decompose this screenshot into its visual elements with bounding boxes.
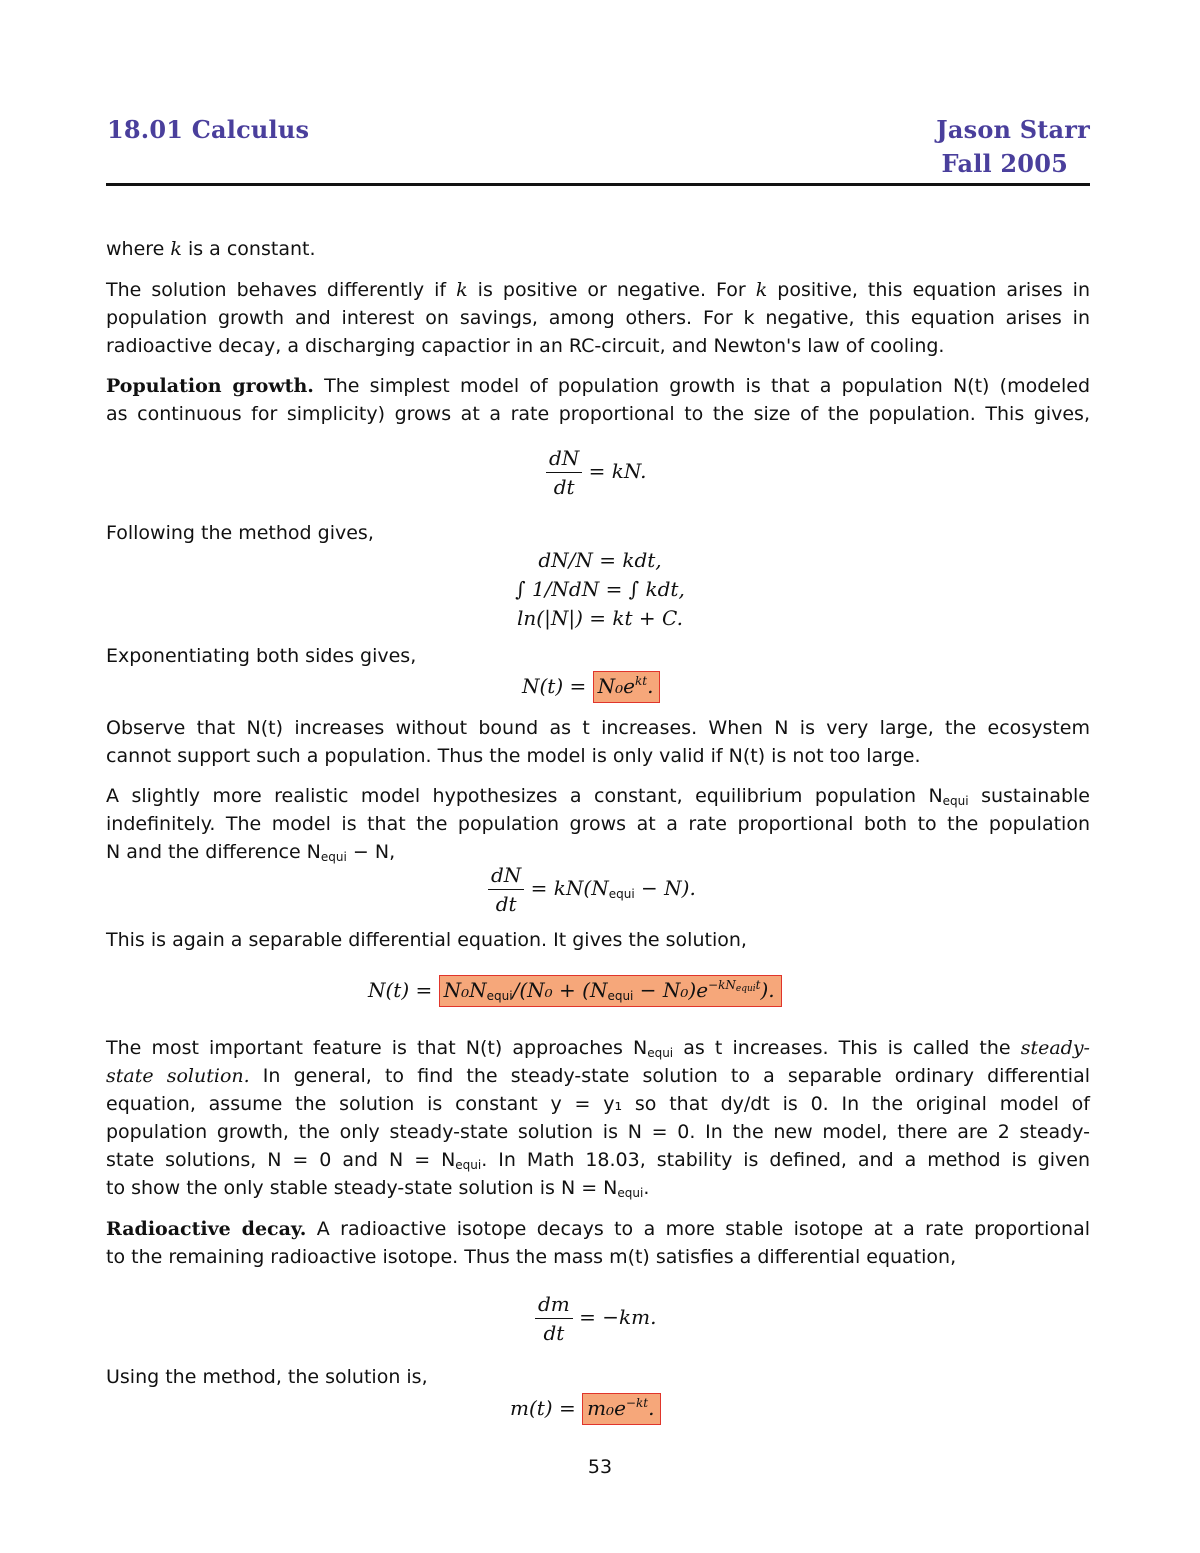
population-growth-heading: Population growth. bbox=[106, 375, 314, 397]
exponentiating-text: Exponentiating both sides gives, bbox=[106, 645, 417, 667]
realistic-line3: N and the difference $N_{equi} - N$, bbox=[106, 841, 396, 864]
paragraph-behaviour-line2: population growth and interest on savings, among others. For k negative, this equation arises in bbox=[106, 307, 1090, 329]
course-title: 18.01 Calculus bbox=[107, 115, 310, 144]
separable-text: This is again a separable differential equation. It gives the solution, bbox=[106, 929, 747, 951]
radioactive-line1: Radioactive decay. A radioactive isotope decays to a more stable isotope at a rate proportional bbox=[106, 1218, 1090, 1240]
equation-exponential-solution: $N(t) = N_0e^{kt}$. bbox=[522, 674, 660, 698]
population-growth-line1: Population growth. The simplest model of population growth is that a population N(t) (modeled bbox=[106, 375, 1090, 397]
realistic-line2: indefinitely. The model is that the population grows at a rate proportional both to the population bbox=[106, 813, 1090, 835]
paragraph-behaviour-line1: The solution behaves differently if k is positive or negative. For k positive, this equation arises in bbox=[106, 279, 1090, 301]
important-line1: The most important feature is that N(t) approaches $N_{equi}$ as t increases. This is called the steady- bbox=[106, 1037, 1090, 1060]
important-line6: to show the only stable steady-state solution is $N = N_{equi}$. bbox=[106, 1177, 650, 1200]
important-line2: state solution. In general, to find the steady-state solution to a separable ordinary differential bbox=[106, 1065, 1091, 1087]
important-line5: state solutions, N = 0 and $N = N_{equi}$. In Math 18.03, stability is defined, and a method is given bbox=[106, 1149, 1091, 1172]
radioactive-line2: to the remaining radioactive isotope. Thus the mass m(t) satisfies a differential equation, bbox=[106, 1246, 957, 1268]
boxed-answer: $m_0e^{-kt}$. bbox=[582, 1393, 661, 1425]
header-rule bbox=[106, 183, 1090, 186]
realistic-line1: A slightly more realistic model hypothesizes a constant, equilibrium population $N_{equi}$ sustainable bbox=[106, 785, 1090, 808]
equation-logistic-solution: $N(t) = N_0N_{equi}/(N_0 + (N_{equi} - N_0)e^{-kN_{equi}t})$. bbox=[368, 978, 782, 1002]
population-growth-line2: as continuous for simplicity) grows at a rate proportional to the size of the population. This gives, bbox=[106, 403, 1090, 425]
paragraph-constant: where k is a constant. bbox=[106, 238, 316, 260]
paragraph-behaviour-line3: radioactive decay, a discharging capactior in an RC-circuit, and Newton's law of cooling. bbox=[106, 335, 945, 357]
equation-separation: dN/N = kdt, ∫ 1/NdN = ∫ kdt, ln(|N|) = kt + C. bbox=[515, 548, 685, 630]
equation-logistic: $\frac{dN}{dt}$ = $kN(N_{equi} - N)$. bbox=[488, 863, 696, 916]
observe-line1: Observe that N(t) increases without bound as t increases. When N is very large, the ecosystem bbox=[106, 717, 1090, 739]
equation-dn-dt: $\frac{dN}{dt}$ = kN. bbox=[546, 446, 646, 499]
observe-line2: cannot support such a population. Thus the model is only valid if N(t) is not too large. bbox=[106, 745, 921, 767]
equation-decay: $\frac{dm}{dt}$ = −km. bbox=[535, 1292, 656, 1345]
page-number: 53 bbox=[587, 1456, 613, 1478]
following-text: Following the method gives, bbox=[106, 522, 374, 544]
boxed-answer: $N_0N_{equi}/(N_0 + (N_{equi} - N_0)e^{-kN_{equi}t})$. bbox=[439, 975, 782, 1007]
boxed-answer: $N_0e^{kt}$. bbox=[593, 671, 661, 703]
important-line3: equation, assume the solution is constant y = y₁ so that dy/dt is 0. In the original model of bbox=[106, 1093, 1090, 1115]
using-method-text: Using the method, the solution is, bbox=[106, 1366, 428, 1388]
important-line4: population growth, the only steady-state solution is N = 0. In the new model, there are 2 steady- bbox=[106, 1121, 1090, 1143]
author-name: Jason Starr bbox=[936, 115, 1090, 144]
equation-decay-solution: $m(t) = m_0e^{-kt}$. bbox=[510, 1396, 661, 1420]
radioactive-heading: Radioactive decay. bbox=[106, 1218, 307, 1240]
term-label: Fall 2005 bbox=[941, 149, 1068, 178]
